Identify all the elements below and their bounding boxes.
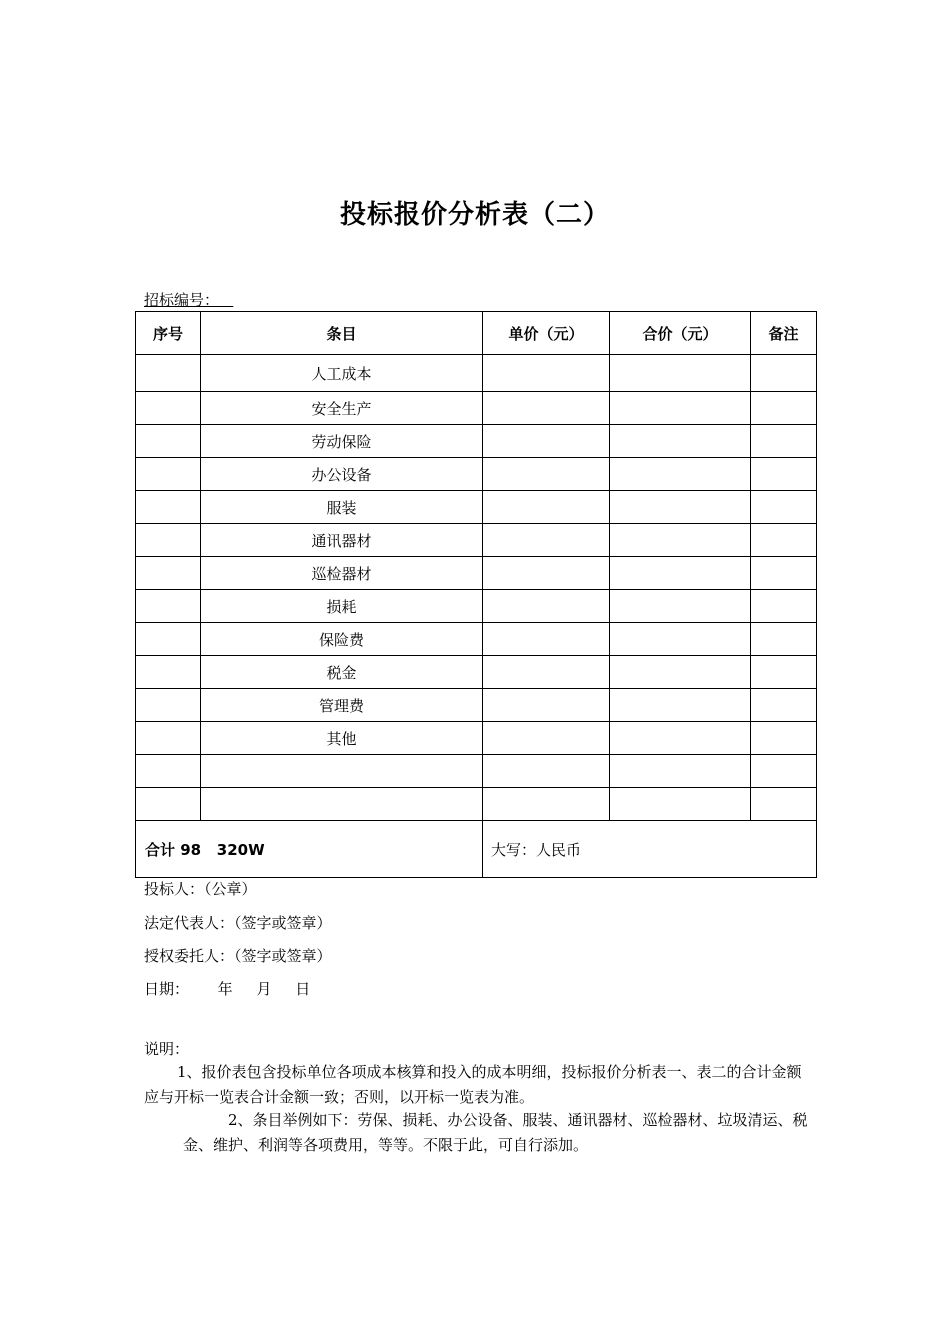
table-row bbox=[136, 491, 817, 524]
seq-cell bbox=[136, 355, 201, 392]
remark-cell bbox=[751, 355, 817, 392]
remark-cell bbox=[751, 557, 817, 590]
total-price-cell bbox=[610, 656, 751, 689]
seq-cell bbox=[136, 623, 201, 656]
seq-cell bbox=[136, 788, 201, 821]
seq-cell bbox=[136, 590, 201, 623]
total-row bbox=[136, 821, 817, 878]
total-price-cell bbox=[610, 425, 751, 458]
total-price-cell bbox=[610, 722, 751, 755]
table-row bbox=[136, 788, 817, 821]
legal-rep-line: 法定代表人：（签字或签章） bbox=[144, 914, 332, 932]
item-cell: 其他 bbox=[201, 722, 483, 755]
remark-cell bbox=[751, 491, 817, 524]
remark-cell bbox=[751, 689, 817, 722]
unit-price-cell bbox=[483, 656, 610, 689]
header-seq: 序号 bbox=[136, 312, 201, 355]
total-price-cell bbox=[610, 557, 751, 590]
note-item-1: 1、报价表包含投标单位各项成本核算和投入的成本明细，投标报价分析表一、表二的合计金额应与开标一览表合计金额一致；否则，以开标一览表为准。 bbox=[144, 1063, 802, 1106]
unit-price-cell bbox=[483, 590, 610, 623]
table-row bbox=[136, 656, 817, 689]
total-price-cell bbox=[610, 689, 751, 722]
seq-cell bbox=[136, 425, 201, 458]
authorized-line: 授权委托人：（签字或签章） bbox=[144, 947, 332, 965]
item-cell: 劳动保险 bbox=[201, 425, 483, 458]
total-price-cell bbox=[610, 355, 751, 392]
seq-cell bbox=[136, 524, 201, 557]
item-cell: 巡检器材 bbox=[201, 557, 483, 590]
seq-cell bbox=[136, 491, 201, 524]
item-cell bbox=[201, 755, 483, 788]
table-row bbox=[136, 557, 817, 590]
item-cell: 人工成本 bbox=[201, 355, 483, 392]
total-price-cell bbox=[610, 755, 751, 788]
unit-price-cell bbox=[483, 557, 610, 590]
item-cell: 管理费 bbox=[201, 689, 483, 722]
table-header-row bbox=[136, 312, 817, 355]
seq-cell bbox=[136, 656, 201, 689]
total-price-cell bbox=[610, 590, 751, 623]
notes-heading: 说明： bbox=[144, 1040, 190, 1058]
header-unit-price: 单价（元） bbox=[483, 312, 610, 355]
header-remark: 备注 bbox=[751, 312, 817, 355]
item-cell: 损耗 bbox=[201, 590, 483, 623]
seq-cell bbox=[136, 557, 201, 590]
unit-price-cell bbox=[483, 425, 610, 458]
table-row bbox=[136, 623, 817, 656]
total-price-cell bbox=[610, 524, 751, 557]
total-price-cell bbox=[610, 491, 751, 524]
remark-cell bbox=[751, 755, 817, 788]
total-price-cell bbox=[610, 788, 751, 821]
item-cell: 办公设备 bbox=[201, 458, 483, 491]
unit-price-cell bbox=[483, 755, 610, 788]
table-row bbox=[136, 689, 817, 722]
bidder-line: 投标人：（公章） bbox=[144, 880, 257, 898]
remark-cell bbox=[751, 425, 817, 458]
unit-price-cell bbox=[483, 722, 610, 755]
seq-cell bbox=[136, 392, 201, 425]
item-cell: 保险费 bbox=[201, 623, 483, 656]
header-item: 条目 bbox=[201, 312, 483, 355]
table-row bbox=[136, 590, 817, 623]
note-item-2: 2、条目举例如下：劳保、损耗、办公设备、服装、通讯器材、巡检器材、垃圾清运、税金、维护、利润等各项费用，等等。不限于此，可自行添加。 bbox=[183, 1111, 808, 1154]
remark-cell bbox=[751, 623, 817, 656]
table-row bbox=[136, 524, 817, 557]
remark-cell bbox=[751, 590, 817, 623]
price-analysis-table bbox=[135, 311, 817, 878]
page-title: 投标报价分析表（二） bbox=[339, 200, 610, 230]
remark-cell bbox=[751, 524, 817, 557]
total-price-cell bbox=[610, 458, 751, 491]
remark-cell bbox=[751, 392, 817, 425]
unit-price-cell bbox=[483, 623, 610, 656]
item-cell: 税金 bbox=[201, 656, 483, 689]
seq-cell bbox=[136, 755, 201, 788]
header-total-price: 合价（元） bbox=[610, 312, 751, 355]
unit-price-cell bbox=[483, 392, 610, 425]
item-cell: 服装 bbox=[201, 491, 483, 524]
total-label: 合计 98 320W bbox=[136, 821, 483, 878]
table-row bbox=[136, 355, 817, 392]
seq-cell bbox=[136, 689, 201, 722]
remark-cell bbox=[751, 458, 817, 491]
bid-number-label: 招标编号： bbox=[144, 291, 234, 309]
unit-price-cell bbox=[483, 458, 610, 491]
unit-price-cell bbox=[483, 355, 610, 392]
item-cell: 安全生产 bbox=[201, 392, 483, 425]
seq-cell bbox=[136, 722, 201, 755]
unit-price-cell bbox=[483, 524, 610, 557]
total-price-cell bbox=[610, 392, 751, 425]
table-row bbox=[136, 425, 817, 458]
table-row bbox=[136, 722, 817, 755]
unit-price-cell bbox=[483, 689, 610, 722]
table-row bbox=[136, 755, 817, 788]
capital-amount-label: 大写：人民币 bbox=[483, 821, 817, 878]
unit-price-cell bbox=[483, 491, 610, 524]
item-cell: 通讯器材 bbox=[201, 524, 483, 557]
date-line: 日期： 年 月 日 bbox=[144, 980, 311, 998]
table-row bbox=[136, 458, 817, 491]
remark-cell bbox=[751, 722, 817, 755]
unit-price-cell bbox=[483, 788, 610, 821]
total-price-cell bbox=[610, 623, 751, 656]
remark-cell bbox=[751, 788, 817, 821]
seq-cell bbox=[136, 458, 201, 491]
remark-cell bbox=[751, 656, 817, 689]
item-cell bbox=[201, 788, 483, 821]
table-row bbox=[136, 392, 817, 425]
